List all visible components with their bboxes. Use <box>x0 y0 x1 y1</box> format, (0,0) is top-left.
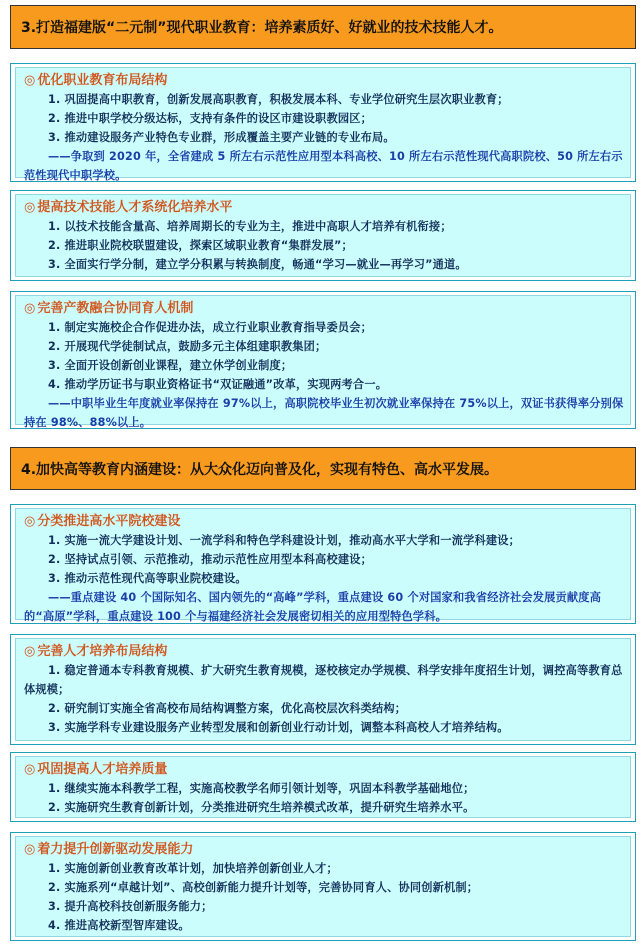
card-title <box>24 642 624 661</box>
card-title-text: 分类推进高水平院校建设 <box>37 514 181 529</box>
list-item: 1. 继续实施本科教学工程，实施高校教学名师引领计划等，巩固本科教学基础地位； <box>48 782 475 795</box>
target-circle-icon: ◎ <box>24 514 36 529</box>
target-circle-icon: ◎ <box>24 200 36 215</box>
list-item: 3. 实施学科专业建设服务产业转型发展和创新创业行动计划，调整本科高校人才培养结构。 <box>48 721 509 734</box>
list-item: 2. 推进职业院校联盟建设，探索区域职业教育“集群发展”； <box>48 239 353 252</box>
list-item: 1. 实施一流大学建设计划、一流学科和特色学科建设计划，推动高水平大学和一流学科建设； <box>48 534 521 547</box>
target-circle-icon: ◎ <box>24 644 36 659</box>
card-title <box>24 840 624 859</box>
list-item: 2. 推进中职学校分级达标，支持有条件的设区市建设职教园区； <box>48 112 372 125</box>
target-circle-icon: ◎ <box>24 842 36 857</box>
section-4-heading <box>10 447 636 490</box>
card-title-text: 完善人才培养布局结构 <box>37 644 168 659</box>
list-item: 2. 坚持试点引领、示范推动，推动示范性应用型本科高校建设； <box>48 553 372 566</box>
list-item: 3. 推动示范性现代高等职业院校建设。 <box>48 572 247 585</box>
list-item: 4. 推动学历证书与职业资格证书“双证融通”改革，实现两考合一。 <box>48 378 388 391</box>
card-title-text: 巩固提高人才培养质量 <box>37 762 168 777</box>
list-item: 3. 全面实行学分制，建立学分积累与转换制度，畅通“学习—就业—再学习”通道。 <box>48 258 467 271</box>
list-item: 1. 实施创新创业教育改革计划，加快培养创新创业人才； <box>48 862 338 875</box>
card-talent-structure <box>10 634 636 745</box>
section-4-heading-text: 4.加快高等教育内涵建设：从大众化迈向普及化，实现有特色、高水平发展。 <box>21 461 499 478</box>
card-title-text: 优化职业教育布局结构 <box>37 73 168 88</box>
card-high-level-institutions <box>10 504 636 624</box>
list-item: 2. 研究制订实施全省高校布局结构调整方案，优化高校层次科类结构； <box>48 702 407 715</box>
list-item: 4. 推进高校新型智库建设。 <box>48 919 190 932</box>
card-title <box>24 198 624 217</box>
list-item: 3. 提升高校科技创新服务能力； <box>48 900 213 913</box>
card-title-text: 完善产教融合协同育人机制 <box>37 301 194 316</box>
card-talent-system <box>10 190 636 281</box>
list-item: 1. 制定实施校企合作促进办法，成立行业职业教育指导委员会； <box>48 321 372 334</box>
card-training-quality <box>10 752 636 822</box>
card-title <box>24 512 624 531</box>
card-title <box>24 71 624 90</box>
goal-note: ——重点建设 40 个国际知名、国内领先的“高峰”学科，重点建设 60 个对国家和我省经济社会发展贡献度高的“高原”学科，重点建设 100 个与福建经济社会发展密切相关的应用型特色学科。 <box>24 591 602 623</box>
target-circle-icon: ◎ <box>24 73 36 88</box>
target-circle-icon: ◎ <box>24 301 36 316</box>
card-title <box>24 760 624 779</box>
goal-note: ——争取到 2020 年，全省建成 5 所左右示范性应用型本科高校、10 所左右示范性现代高职院校、50 所左右示范性现代中职学校。 <box>24 150 623 182</box>
list-item: 1. 以技术技能含量高、培养周期长的专业为主，推进中高职人才培养有机衔接； <box>48 220 452 233</box>
section-3-heading-text: 3.打造福建版“二元制”现代职业教育：培养素质好、好就业的技术技能人才。 <box>21 20 503 36</box>
list-item: 3. 全面开设创新创业课程，建立休学创业制度； <box>48 359 293 372</box>
card-industry-education <box>10 291 636 429</box>
list-item: 3. 推动建设服务产业特色专业群，形成覆盖主要产业链的专业布局。 <box>48 131 395 144</box>
list-item: 2. 实施系列“卓越计划”、高校创新能力提升计划等，完善协同育人、协同创新机制； <box>48 881 479 894</box>
card-vocational-layout <box>10 63 636 182</box>
list-item: 1. 巩固提高中职教育，创新发展高职教育，积极发展本科、专业学位研究生层次职业教育； <box>48 93 509 106</box>
list-item: 2. 实施研究生教育创新计划，分类推进研究生培养模式改革，提升研究生培养水平。 <box>48 801 475 814</box>
target-circle-icon: ◎ <box>24 762 36 777</box>
list-item: 1. 稳定普通本专科教育规模、扩大研究生教育规模，逐校核定办学规模、科学安排年度招生计划，调控高等教育总体规模； <box>24 664 623 696</box>
goal-note: ——中职毕业生年度就业率保持在 97%以上，高职院校毕业生初次就业率保持在 75%以上，双证书获得率分别保持在 98%、88%以上。 <box>24 397 624 429</box>
list-item: 2. 开展现代学徒制试点，鼓励多元主体组建职教集团； <box>48 340 327 353</box>
card-title-text: 着力提升创新驱动发展能力 <box>37 842 194 857</box>
card-innovation-capacity <box>10 832 636 941</box>
section-3-heading <box>10 5 636 49</box>
card-title-text: 提高技术技能人才系统化培养水平 <box>37 200 233 215</box>
card-title <box>24 299 624 318</box>
